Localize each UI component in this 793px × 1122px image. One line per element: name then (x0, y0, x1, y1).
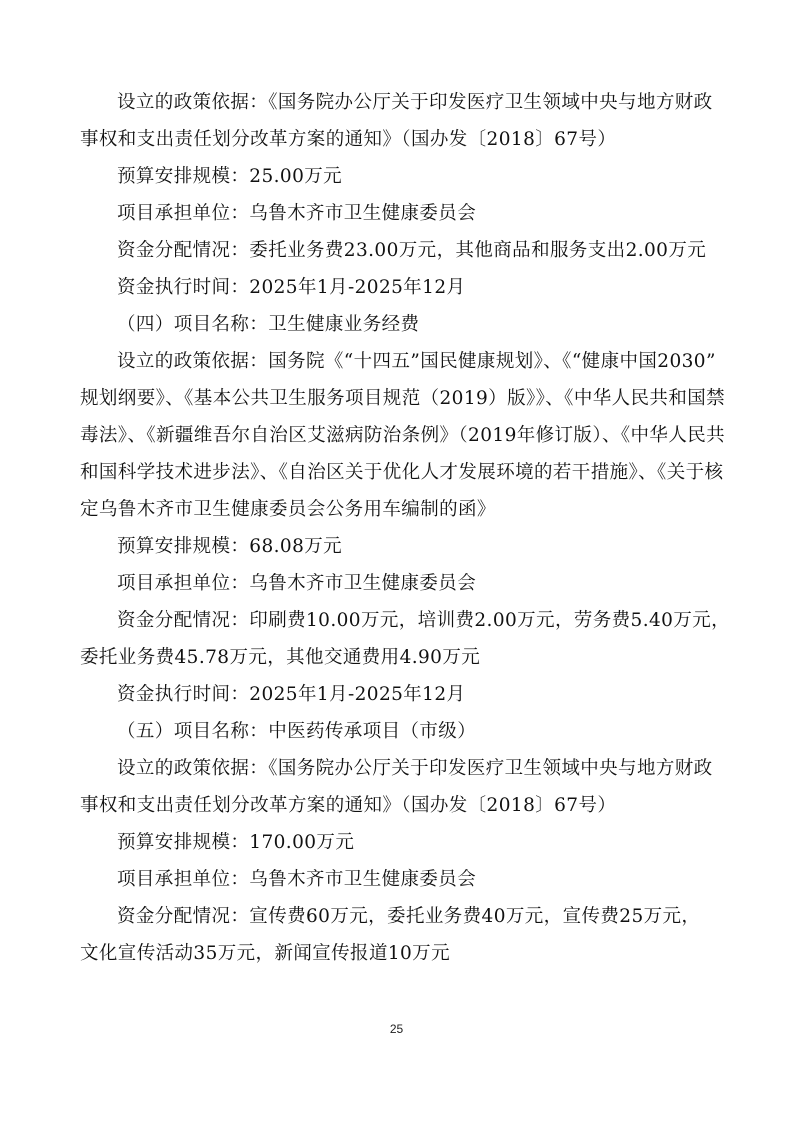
paragraph-line: 设立的政策依据：《国务院办公厅关于印发医疗卫生领域中央与地方财政 (117, 92, 713, 113)
paragraph-line: 文化宣传活动35万元，新闻宣传报道10万元 (80, 943, 450, 964)
section-heading: （五）项目名称：中医药传承项目（市级） (117, 721, 477, 742)
paragraph-line: 资金分配情况：宣传费60万元，委托业务费40万元，宣传费25万元， (117, 906, 701, 927)
paragraph-line: 和国科学技术进步法》、《自治区关于优化人才发展环境的若干措施》、《关于核 (80, 462, 724, 483)
paragraph-line: 毒法》、《新疆维吾尔自治区艾滋病防治条例》（2019年修订版）、《中华人民共 (80, 425, 726, 446)
document-body (80, 84, 731, 972)
paragraph-line: 设立的政策依据：国务院《“十四五”国民健康规划》、《“健康中国2030” (117, 351, 716, 372)
paragraph-line: 项目承担单位：乌鲁木齐市卫生健康委员会 (117, 573, 477, 594)
section-heading: （四）项目名称：卫生健康业务经费 (117, 314, 420, 335)
paragraph-line: 资金执行时间：2025年1月-2025年12月 (117, 684, 466, 705)
paragraph-line: 预算安排规模：170.00万元 (117, 832, 355, 853)
paragraph-line: 规划纲要》、《基本公共卫生服务项目规范（2019）版》》、《中华人民共和国禁 (80, 388, 726, 409)
paragraph-line: 事权和支出责任划分改革方案的通知》（国办发〔2018〕67号） (80, 129, 617, 150)
paragraph-line: 设立的政策依据：《国务院办公厅关于印发医疗卫生领域中央与地方财政 (117, 758, 713, 779)
paragraph-line: 资金分配情况：印刷费10.00万元，培训费2.00万元，劳务费5.40万元， (117, 610, 731, 631)
page-number: 25 (389, 1022, 404, 1036)
paragraph-line: 资金分配情况：委托业务费23.00万元，其他商品和服务支出2.00万元 (117, 240, 707, 261)
paragraph-line: 委托业务费45.78万元，其他交通费用4.90万元 (80, 647, 481, 668)
paragraph-line: 资金执行时间：2025年1月-2025年12月 (117, 277, 466, 298)
paragraph-line: 预算安排规模：25.00万元 (117, 166, 343, 187)
paragraph-line: 项目承担单位：乌鲁木齐市卫生健康委员会 (117, 869, 477, 890)
paragraph-line: 项目承担单位：乌鲁木齐市卫生健康委员会 (117, 203, 477, 224)
paragraph-line: 事权和支出责任划分改革方案的通知》（国办发〔2018〕67号） (80, 795, 617, 816)
paragraph-line: 预算安排规模：68.08万元 (117, 536, 343, 557)
paragraph-line: 定乌鲁木齐市卫生健康委员会公务用车编制的函》 (80, 499, 496, 520)
